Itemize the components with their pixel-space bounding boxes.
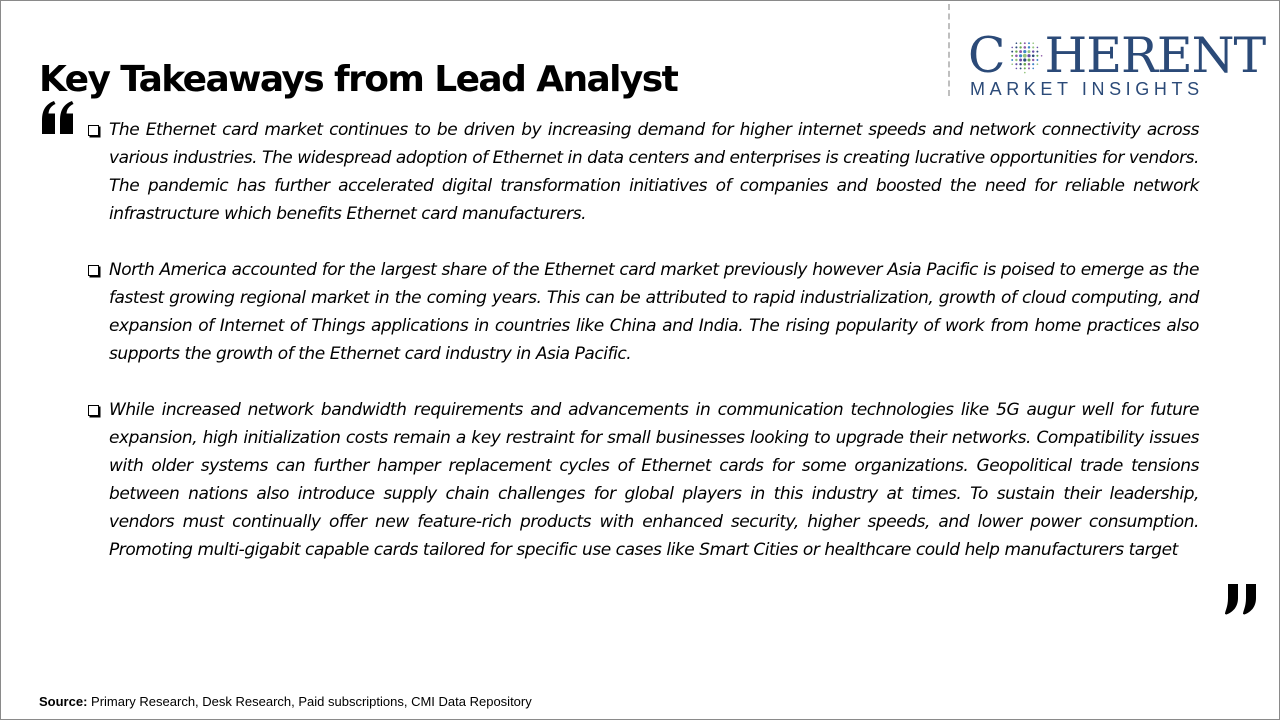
logo-globe-dot	[1011, 55, 1013, 57]
logo-globe-dot	[1011, 59, 1013, 61]
logo-globe-dot	[1027, 59, 1030, 62]
logo-globe-dot	[1015, 42, 1017, 44]
logo-globe-dot	[1022, 54, 1026, 58]
checkbox-bullet-icon	[88, 265, 99, 276]
logo-globe-dot	[1027, 46, 1029, 48]
logo-globe-dot	[1023, 58, 1026, 61]
logo-letter-c: C	[968, 27, 1005, 84]
logo-globe-dot	[1027, 50, 1030, 53]
logo-globe-dot	[1015, 50, 1017, 52]
logo-globe-dot	[1015, 59, 1017, 61]
logo-globe-dot	[1015, 46, 1017, 48]
logo-globe-dot	[1019, 59, 1022, 62]
logo-globe-dot	[1019, 46, 1021, 48]
logo-globe-dot	[1036, 59, 1038, 61]
logo-globe-icon	[1006, 36, 1044, 76]
source-label: Source:	[39, 694, 88, 709]
logo-globe-dot	[1032, 63, 1034, 65]
logo-globe-dot	[1019, 54, 1022, 57]
page-title: Key Takeaways from Lead Analyst	[39, 59, 678, 101]
checkbox-bullet-icon	[88, 405, 99, 416]
takeaway-text: The Ethernet card market continues to be driven by increasing demand for higher internet speeds and network connectivity across various industries. The widespread adoption of Ethernet in data centers and enterprises is creating lucrative opportunities for vendors. The pandemic has further accelerated digital transformation initiatives of companies and boosted the need for reliable network infrastructure which benefits Ethernet card manufacturers.	[109, 120, 1199, 224]
logo-globe-dot	[1031, 54, 1034, 57]
source-note	[39, 693, 532, 711]
logo-globe-dot	[1032, 46, 1034, 48]
logo-globe-dot	[1028, 42, 1030, 44]
logo-globe-dot	[1011, 47, 1013, 49]
logo-globe-dot	[1027, 63, 1029, 65]
logo-globe-dot	[1031, 59, 1033, 61]
logo-globe-dot	[1032, 68, 1034, 70]
logo-wordmark	[968, 28, 1265, 84]
logo-globe-dot	[1036, 47, 1038, 49]
logo-subtitle: MARKET INSIGHTS	[970, 79, 1204, 99]
takeaway-text: While increased network bandwidth requirements and advancements in communication technologies like 5G augur well for future expansion, high initialization costs remain a key restraint for small businesses looking to upgrade their networks. Compatibility issues with older systems can further hamper replacement cycles of Ethernet cards for some organizations. Geopolitical trade tensions between nations also introduce supply chain challenges for global players in this industry at times. To sustain their leadership, vendors must continually offer new feature-rich products with enhanced security, higher speeds, and lower power consumption. Promoting multi-gigabit capable cards tailored for specific use cases like Smart Cities or healthcare could help manufacturers target	[109, 400, 1199, 560]
logo-globe-dot	[1015, 68, 1017, 70]
logo-globe-dot	[1019, 50, 1022, 53]
logo-globe-dot	[1023, 46, 1026, 49]
takeaway-item	[86, 396, 1199, 564]
quote-open-icon	[40, 100, 76, 136]
logo-globe-dot	[1024, 72, 1026, 74]
takeaway-item	[86, 256, 1199, 368]
logo-globe-dot	[1019, 63, 1021, 65]
logo-globe-dot	[1023, 67, 1025, 69]
company-logo	[968, 27, 1266, 100]
logo-globe-dot	[1036, 51, 1038, 53]
logo-globe-dot	[1023, 63, 1026, 66]
logo-globe-dot	[1019, 42, 1021, 44]
logo-globe-dot	[1011, 63, 1013, 65]
logo-globe-dot	[1015, 55, 1018, 58]
logo-globe-dot	[1019, 67, 1021, 69]
logo-globe-dot	[1031, 50, 1033, 52]
logo-globe-dot	[1015, 63, 1017, 65]
logo-globe-dot	[1036, 63, 1038, 65]
logo-letters-herent: HERENT	[1044, 27, 1266, 84]
header-divider	[948, 4, 950, 96]
takeaway-item	[86, 116, 1199, 228]
takeaway-text: North America accounted for the largest share of the Ethernet card market previously however Asia Pacific is poised to emerge as the fastest growing regional market in the coming years. This can be attributed to rapid industrialization, growth of cloud computing, and expansion of Internet of Things applications in countries like China and India. The rising popularity of work from home practices also supports the growth of the Ethernet card industry in Asia Pacific.	[109, 260, 1199, 364]
quote-close-icon	[1224, 583, 1260, 615]
takeaways-list	[86, 116, 1199, 592]
logo-globe-dot	[1011, 51, 1013, 53]
logo-globe-dot	[1032, 42, 1034, 44]
logo-globe-dot	[1036, 55, 1038, 57]
logo-globe-dot	[1028, 67, 1030, 69]
logo-globe-dot	[1040, 55, 1042, 57]
logo-globe-dot	[1023, 50, 1026, 53]
checkbox-bullet-icon	[88, 125, 99, 136]
source-text: Primary Research, Desk Research, Paid subscriptions, CMI Data Repository	[91, 694, 532, 709]
logo-globe-dot	[1023, 42, 1025, 44]
logo-globe-dot	[1027, 54, 1030, 57]
